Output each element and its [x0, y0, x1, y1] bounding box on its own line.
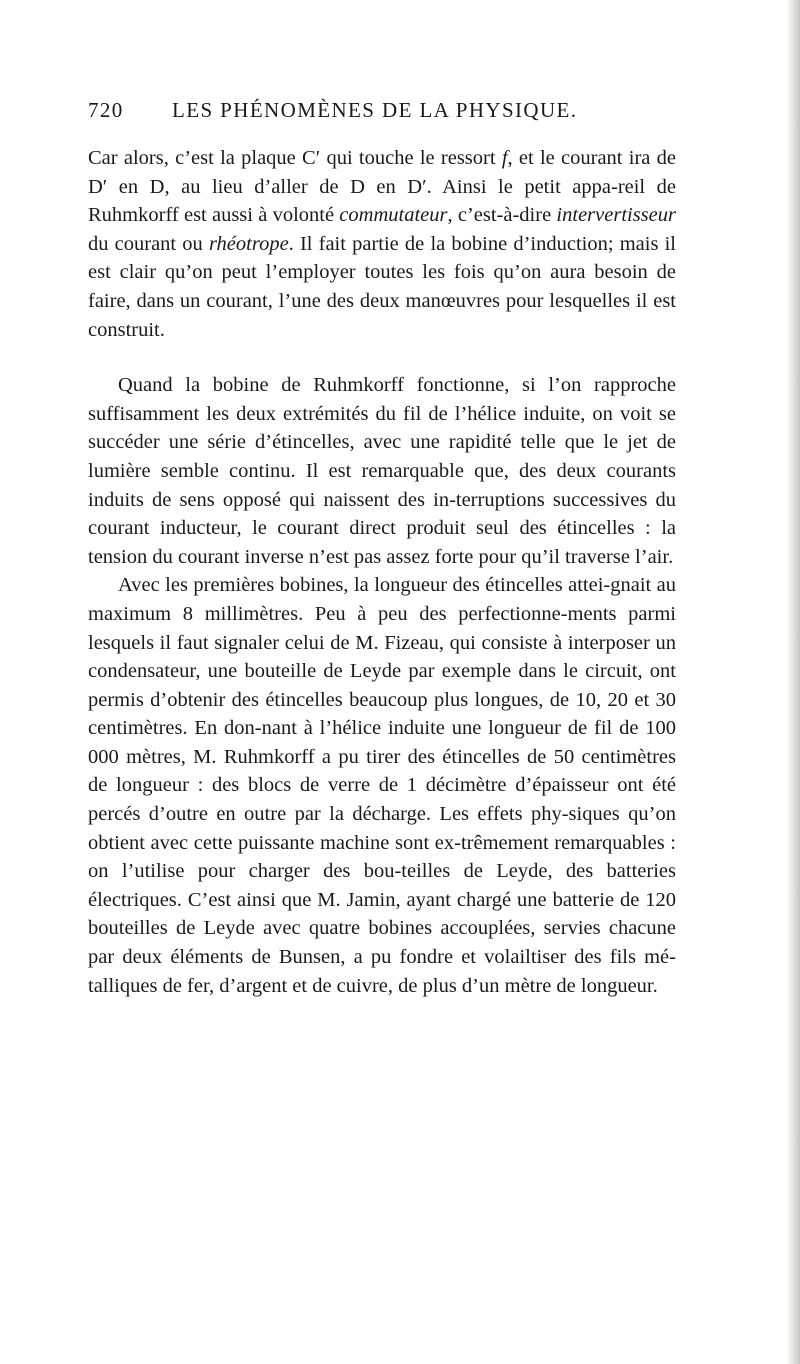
paragraph-1 — [88, 144, 676, 344]
italic-term: f — [501, 147, 508, 169]
text-run: . Il fait partie de la bobine d’induction; mais il est clair qu’on peut l’employer toutes les fois qu’on aura besoin de faire, dans un courant, l’une des deux manœuvres pour lesquelles il est construit. — [88, 232, 676, 341]
text-body — [88, 144, 676, 1000]
paragraph-2 — [88, 371, 676, 571]
text-run: , et le courant ira de D′ en D, au lieu d’aller de D en D′. Ainsi le petit appa-reil de Ruhmkorff est aussi à volonté — [88, 147, 676, 227]
running-head — [88, 98, 678, 128]
italic-term: rhéotrope — [208, 232, 289, 255]
text-run: Car alors, c’est la plaque C′ qui touche le ressort — [88, 147, 502, 169]
text-run: du courant ou — [88, 232, 209, 255]
paragraph-3 — [88, 571, 676, 1000]
page-edge-shadow — [786, 0, 800, 1364]
text-run: Quand la bobine de Ruhmkorff fonctionne, si l’on rapproche suffisamment les deux extrémités du fil de l’hélice induite, on voit se succéder une série d’étincelles, avec une rapidité telle que le jet de lumière semble continu. Il est remarquable que, des deux courants induits de sens opposé qui naissent des in-terruptions successives du courant inducteur, le courant direct produit seul des étincelles : la tension du courant inverse n’est pas assez forte pour qu’il traverse l’air. — [88, 374, 676, 568]
text-run: , c’est-à-dire — [447, 204, 557, 227]
running-title: LES PHÉNOMÈNES DE LA PHYSIQUE. — [172, 98, 578, 122]
italic-term: commutateur — [339, 204, 448, 227]
page-number: 720 — [88, 98, 124, 122]
italic-term: intervertisseur — [556, 204, 676, 227]
text-run: Avec les premières bobines, la longueur des étincelles attei-gnait au maximum 8 millimètres. Peu à peu des perfectionne-ments parmi lesquels il faut signaler celui de M. Fizeau, qui consiste à interposer un condensateur, une bouteille de Leyde par exemple dans le circuit, ont permis d’obtenir des étincelles beaucoup plus longues, de 10, 20 et 30 centimètres. En don-nant à l’hélice induite une longueur de fil de 100 000 mètres, M. Ruhmkorff a pu tirer des étincelles de 50 centimètres de longueur : des blocs de verre de 1 décimètre d’épaisseur ont été percés d’outre en outre par la décharge. Les effets phy-siques qu’on obtient avec cette puissante machine sont ex-trêmement remarquables : on l’utilise pour charger des bou-teilles de Leyde, des batteries électriques. C’est ainsi que M. Jamin, ayant chargé une batterie de 120 bouteilles de Leyde avec quatre bobines accouplées, servies chacune par deux éléments de Bunsen, a pu fondre et volailtiser des fils mé-talliques de fer, d’argent et de cuivre, de plus d’un mètre de longueur. — [88, 574, 676, 997]
